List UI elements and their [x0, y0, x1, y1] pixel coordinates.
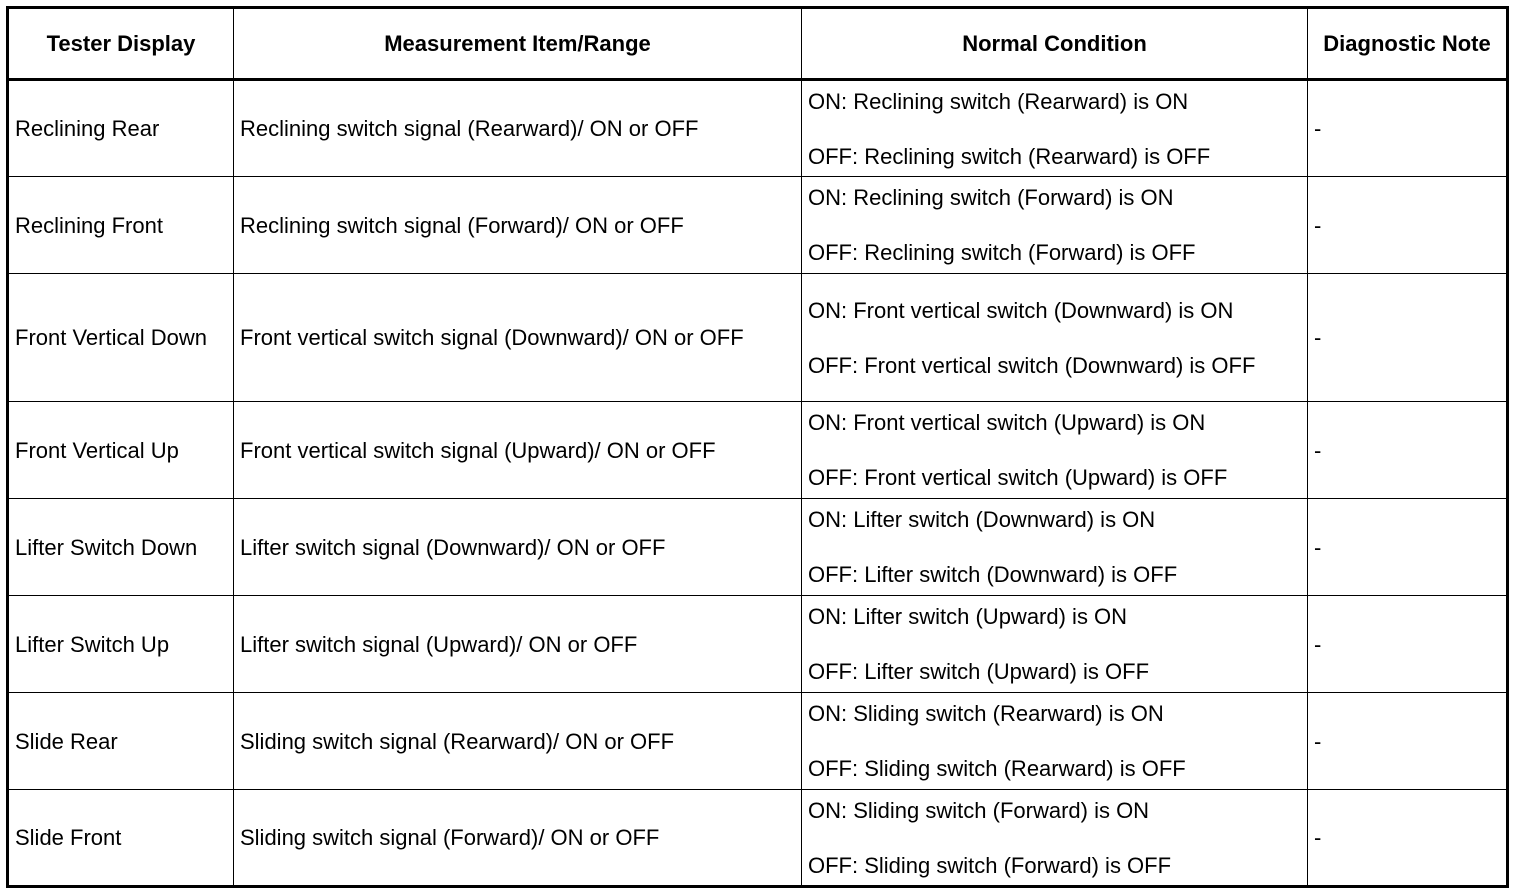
- table-row: [8, 274, 1508, 402]
- cell-measurement: Sliding switch signal (Forward)/ ON or OFF: [234, 790, 802, 887]
- cell-measurement: Reclining switch signal (Rearward)/ ON or OFF: [234, 80, 802, 177]
- table-header: [8, 8, 1508, 80]
- cell-diagnostic-note: -: [1308, 402, 1508, 499]
- cell-normal-condition: [802, 177, 1308, 274]
- tester-data-table: [6, 6, 1509, 888]
- table-row: [8, 790, 1508, 887]
- condition-off: OFF: Sliding switch (Forward) is OFF: [808, 852, 1172, 878]
- condition-off: OFF: Lifter switch (Upward) is OFF: [808, 659, 1150, 684]
- cell-tester-display: Slide Rear: [8, 693, 234, 790]
- cell-normal-condition: [802, 274, 1308, 402]
- condition-on: ON: Sliding switch (Forward) is ON: [808, 797, 1150, 823]
- header-row: [8, 8, 1508, 80]
- condition-off: OFF: Front vertical switch (Downward) is OFF: [808, 352, 1256, 378]
- cell-measurement: Sliding switch signal (Rearward)/ ON or OFF: [234, 693, 802, 790]
- condition-on: ON: Lifter switch (Upward) is ON: [808, 604, 1128, 629]
- cell-tester-display: Slide Front: [8, 790, 234, 887]
- cell-normal-condition: [802, 693, 1308, 790]
- cell-diagnostic-note: -: [1308, 274, 1508, 402]
- cell-normal-condition: [802, 80, 1308, 177]
- cell-diagnostic-note: -: [1308, 80, 1508, 177]
- condition-off: OFF: Reclining switch (Rearward) is OFF: [808, 143, 1211, 169]
- cell-tester-display: Lifter Switch Up: [8, 596, 234, 693]
- cell-measurement: Lifter switch signal (Downward)/ ON or OFF: [234, 499, 802, 596]
- cell-tester-display: Lifter Switch Down: [8, 499, 234, 596]
- condition-on: ON: Lifter switch (Downward) is ON: [808, 507, 1156, 532]
- condition-off: OFF: Reclining switch (Forward) is OFF: [808, 240, 1196, 265]
- condition-on: ON: Reclining switch (Rearward) is ON: [808, 88, 1189, 114]
- cell-diagnostic-note: -: [1308, 693, 1508, 790]
- cell-diagnostic-note: -: [1308, 177, 1508, 274]
- table-row: [8, 596, 1508, 693]
- condition-on: ON: Front vertical switch (Upward) is ON: [808, 410, 1206, 435]
- cell-diagnostic-note: -: [1308, 596, 1508, 693]
- table-row: [8, 499, 1508, 596]
- cell-tester-display: Front Vertical Up: [8, 402, 234, 499]
- cell-measurement: Reclining switch signal (Forward)/ ON or OFF: [234, 177, 802, 274]
- cell-normal-condition: [802, 596, 1308, 693]
- cell-measurement: Front vertical switch signal (Downward)/ ON or OFF: [234, 274, 802, 402]
- cell-diagnostic-note: -: [1308, 790, 1508, 887]
- condition-off: OFF: Lifter switch (Downward) is OFF: [808, 562, 1178, 587]
- header-normal-condition: Normal Condition: [802, 8, 1308, 80]
- condition-on: ON: Reclining switch (Forward) is ON: [808, 185, 1174, 210]
- cell-tester-display: Reclining Rear: [8, 80, 234, 177]
- condition-off: OFF: Sliding switch (Rearward) is OFF: [808, 756, 1186, 781]
- header-measurement: Measurement Item/Range: [234, 8, 802, 80]
- cell-normal-condition: [802, 499, 1308, 596]
- table-body: [8, 80, 1508, 887]
- cell-diagnostic-note: -: [1308, 499, 1508, 596]
- cell-normal-condition: [802, 402, 1308, 499]
- condition-on: ON: Sliding switch (Rearward) is ON: [808, 701, 1164, 726]
- header-diagnostic-note: Diagnostic Note: [1308, 8, 1508, 80]
- condition-on: ON: Front vertical switch (Downward) is ON: [808, 297, 1234, 323]
- cell-measurement: Lifter switch signal (Upward)/ ON or OFF: [234, 596, 802, 693]
- condition-off: OFF: Front vertical switch (Upward) is OFF: [808, 465, 1228, 490]
- cell-normal-condition: [802, 790, 1308, 887]
- table-row: [8, 402, 1508, 499]
- cell-tester-display: Front Vertical Down: [8, 274, 234, 402]
- cell-measurement: Front vertical switch signal (Upward)/ ON or OFF: [234, 402, 802, 499]
- cell-tester-display: Reclining Front: [8, 177, 234, 274]
- table-row: [8, 177, 1508, 274]
- header-tester-display: Tester Display: [8, 8, 234, 80]
- table-row: [8, 80, 1508, 177]
- table-row: [8, 693, 1508, 790]
